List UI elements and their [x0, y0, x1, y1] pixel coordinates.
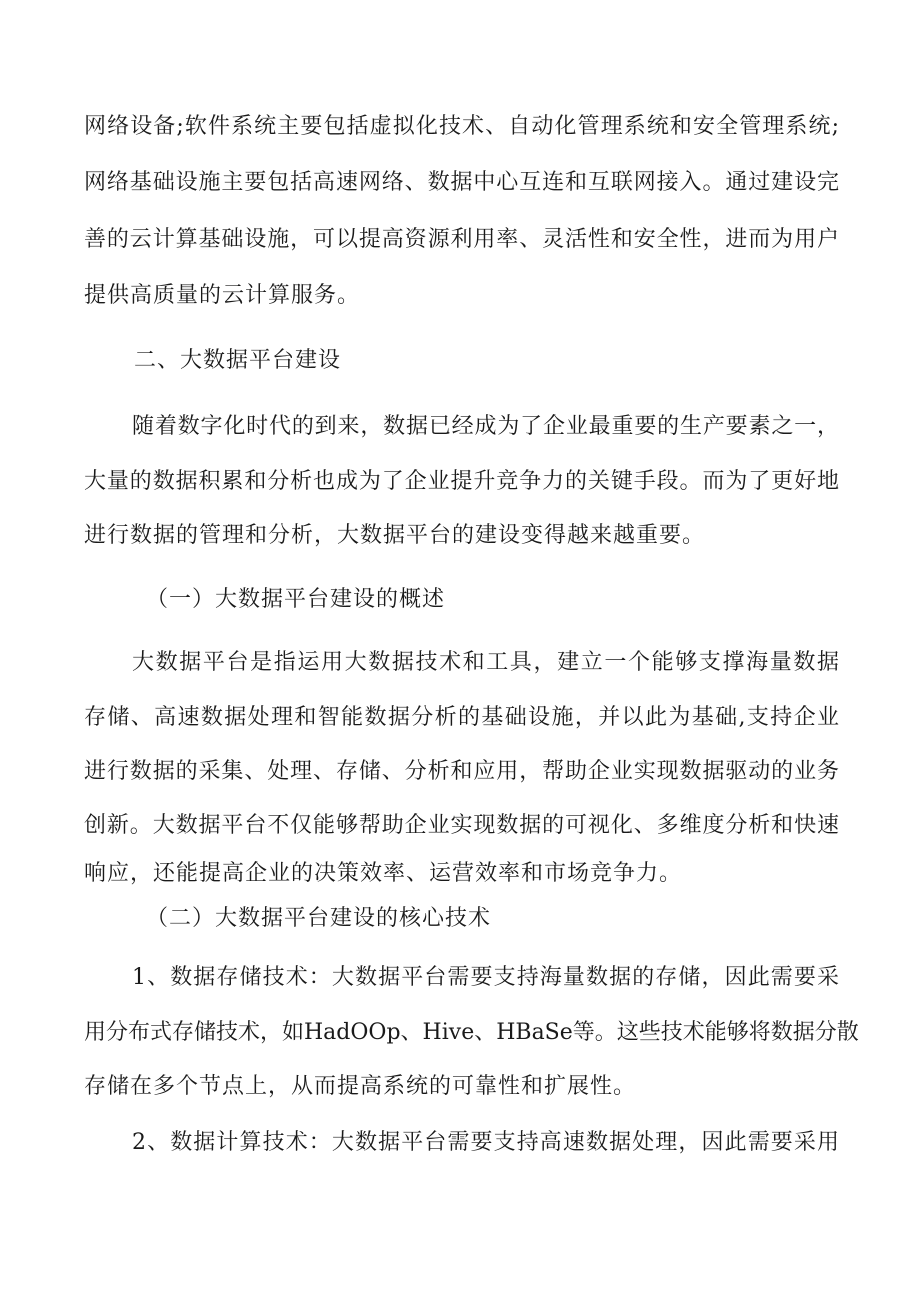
- paragraph-line: 进行数据的管理和分析，大数据平台的建设变得越来越重要。: [84, 523, 706, 548]
- paragraph-line: 存储、高速数据处理和智能数据分析的基础设施，并以此为基础,支持企业: [84, 705, 839, 730]
- paragraph-line: 善的云计算基础设施，可以提高资源利用率、灵活性和安全性，进而为用户: [84, 227, 839, 252]
- paragraph-line: 用分布式存储技术，如HadOOp、Hive、HBaSe等。这些技术能够将数据分散: [84, 1020, 859, 1045]
- paragraph-line: 网络基础设施主要包括高速网络、数据中心互连和互联网接入。通过建设完: [84, 170, 839, 195]
- paragraph-line: 响应，还能提高企业的决策效率、运营效率和市场竞争力。: [84, 861, 683, 886]
- paragraph-line: 存储在多个节点上，从而提高系统的可靠性和扩展性。: [84, 1074, 637, 1099]
- paragraph-line: 大量的数据积累和分析也成为了企业提升竞争力的关键手段。而为了更好地: [84, 469, 839, 494]
- paragraph-line: 提供高质量的云计算服务。: [84, 283, 361, 308]
- paragraph-line: 创新。大数据平台不仅能够帮助企业实现数据的可视化、多维度分析和快速: [84, 813, 839, 838]
- paragraph-line: 2、数据计算技术：大数据平台需要支持高速数据处理，因此需要采用: [132, 1130, 839, 1155]
- paragraph-line: 大数据平台是指运用大数据技术和工具，建立一个能够支撑海量数据: [132, 650, 839, 675]
- section-heading: 二、大数据平台建设: [134, 348, 342, 373]
- paragraph-line: 网络设备;软件系统主要包括虚拟化技术、自动化管理系统和安全管理系统;: [84, 114, 839, 139]
- paragraph-line: 1、数据存储技术：大数据平台需要支持海量数据的存储，因此需要采: [132, 965, 839, 990]
- subsection-heading: （二）大数据平台建设的核心技术: [146, 906, 492, 931]
- subsection-heading: （一）大数据平台建设的概述: [146, 587, 446, 612]
- paragraph-line: 随着数字化时代的到来，数据已经成为了企业最重要的生产要素之一，: [132, 414, 839, 439]
- paragraph-line: 进行数据的采集、处理、存储、分析和应用，帮助企业实现数据驱动的业务: [84, 759, 839, 784]
